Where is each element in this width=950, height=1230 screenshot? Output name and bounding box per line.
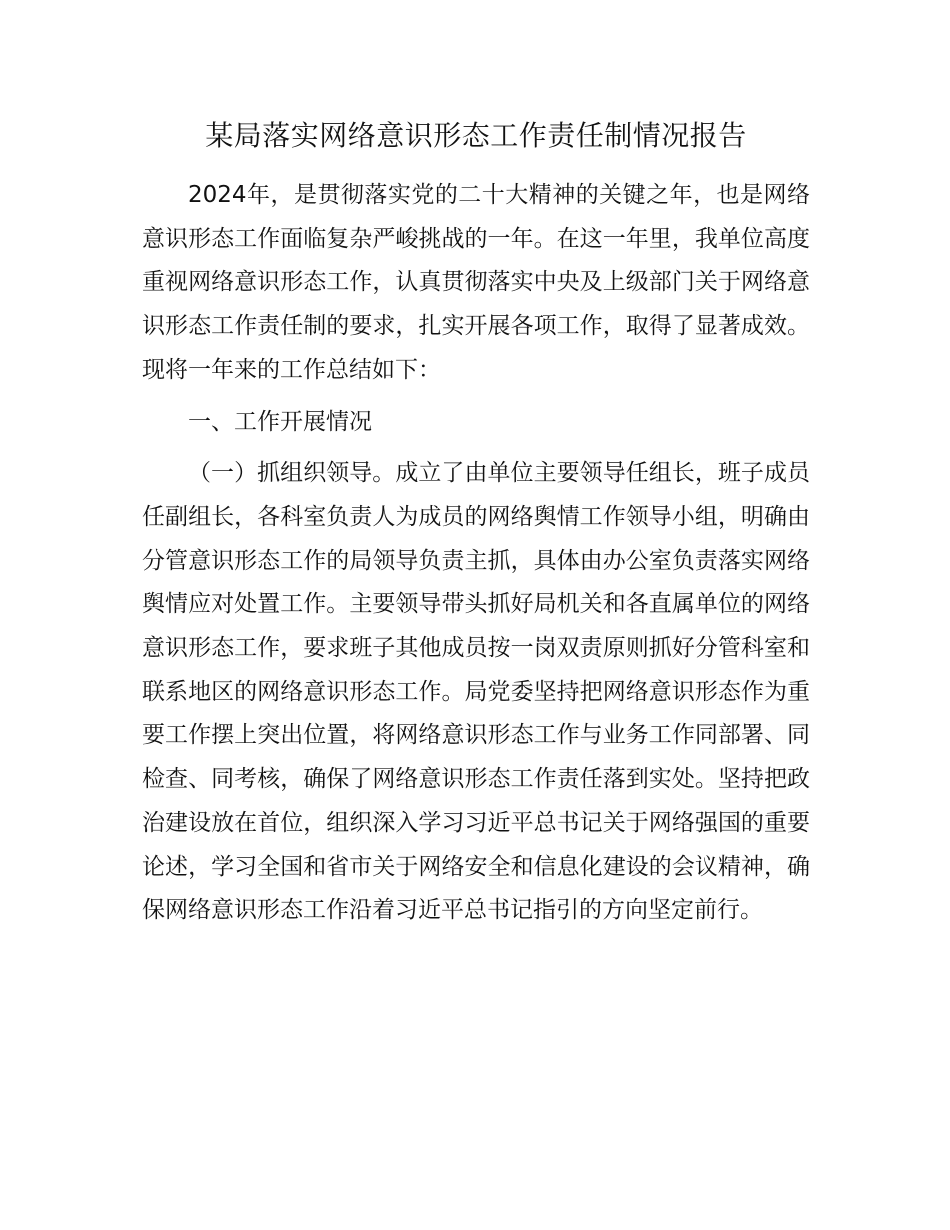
intro-paragraph: 2024年，是贯彻落实党的二十大精神的关键之年，也是网络意识形态工作面临复杂严峻挑战的一年。在这一年里，我单位高度重视网络意识形态工作，认真贯彻落实中央及上级部门关于网络意识形态工作责任制的要求，扎实开展各项工作，取得了显著成效。现将一年来的工作总结如下： <box>142 182 810 383</box>
section-paragraph: （一）抓组织领导。成立了由单位主要领导任组长，班子成员任副组长，各科室负责人为成员的网络舆情工作领导小组，明确由分管意识形态工作的局领导负责主抓，具体由办公室负责落实网络舆情应对处置工作。主要领导带头抓好局机关和各直属单位的网络意识形态工作，要求班子其他成员按一岗双责原则抓好分管科室和联系地区的网络意识形态工作。局党委坚持把网络意识形态作为重要工作摆上突出位置，将网络意识形态工作与业务工作同部署、同检查、同考核，确保了网络意识形态工作责任落到实处。坚持把政治建设放在首位，组织深入学习习近平总书记关于网络强国的重要论述，学习全国和省市关于网络安全和信息化建设的会议精神，确保网络意识形态工作沿着习近平总书记指引的方向坚定前行。 <box>142 460 810 924</box>
document-body <box>142 112 810 933</box>
document-title: 某局落实网络意识形态工作责任制情况报告 <box>205 119 747 152</box>
section-heading: 一、工作开展情况 <box>188 408 372 435</box>
